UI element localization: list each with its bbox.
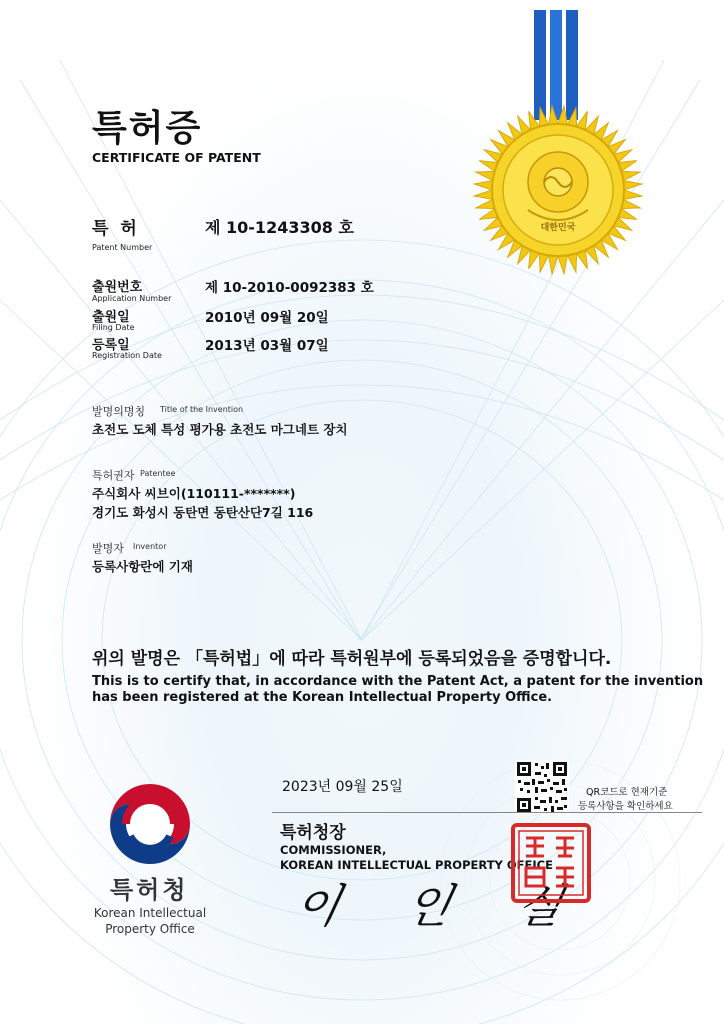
certificate-title-en: CERTIFICATE OF PATENT — [92, 150, 261, 165]
patentee-label-en: Patentee — [140, 469, 176, 478]
commissioner-signature: 이 인 실 — [289, 879, 594, 933]
filing-label-ko: 출원일 — [92, 310, 130, 325]
qr-note-line2: 등록사항을 확인하세요 — [578, 801, 673, 812]
application-number: 제 10-2010-0092383 호 — [205, 280, 374, 296]
invention-label-en: Title of the Invention — [160, 405, 244, 414]
commissioner-title-ko: 특허청장 — [280, 823, 346, 843]
inventor-value: 등록사항란에 기재 — [92, 559, 193, 574]
kipo-name-en-line1: Korean Intellectual — [93, 906, 207, 920]
qr-note-line1: QR코드로 현재기준 — [586, 787, 668, 798]
patent-number: 제 10-1243308 호 — [205, 218, 354, 237]
patentee-name: 주식회사 씨브이(110111-*******) — [92, 486, 296, 501]
invention-label-ko: 발명의명칭 — [92, 405, 146, 418]
official-seal-stamp — [510, 822, 592, 904]
certification-statement-en-line1: This is to certify that, in accordance with the Patent Act, a patent for the invention — [92, 674, 704, 689]
patentee-label-ko: 특허권자 — [92, 469, 135, 482]
application-label-ko: 출원번호 — [92, 280, 143, 295]
kipo-logo-icon — [104, 778, 196, 870]
patent-label-ko: 특 허 — [92, 219, 140, 239]
qr-code-icon[interactable] — [515, 760, 569, 814]
inventor-label-en: Inventor — [133, 542, 167, 551]
issue-date: 2023년 09월 25일 — [282, 779, 403, 795]
certification-statement-ko: 위의 발명은 「특허법」에 따라 특허원부에 등록되었음을 증명합니다. — [92, 649, 612, 669]
commissioner-title-en-line1: COMMISSIONER, — [280, 843, 387, 857]
svg-text:대한민국: 대한민국 — [540, 223, 576, 233]
filing-label-en: Filing Date — [92, 323, 135, 332]
commissioner-title-en-line2: KOREAN INTELLECTUAL PROPERTY OFFICE — [280, 858, 553, 872]
kipo-name-en-line2: Property Office — [105, 922, 195, 936]
registration-label-en: Registration Date — [92, 351, 162, 360]
registration-label-ko: 등록일 — [92, 338, 130, 353]
filing-date: 2010년 09월 20일 — [205, 310, 329, 326]
certification-statement-en-line2: has been registered at the Korean Intellectual Property Office. — [92, 690, 553, 705]
certificate-title-ko: 특허증 — [92, 108, 203, 149]
application-label-en: Application Number — [92, 294, 172, 303]
invention-title: 초전도 도체 특성 평가용 초전도 마그네트 장치 — [92, 422, 348, 437]
commissioner-divider — [272, 812, 702, 813]
registration-date: 2013년 03월 07일 — [205, 338, 329, 354]
patentee-address: 경기도 화성시 동탄면 동탄산단7길 116 — [92, 505, 314, 520]
inventor-label-ko: 발명자 — [92, 542, 124, 555]
patent-label-en: Patent Number — [92, 243, 153, 252]
kipo-name-ko: 특허청 — [110, 876, 189, 904]
gold-seal — [468, 10, 648, 280]
